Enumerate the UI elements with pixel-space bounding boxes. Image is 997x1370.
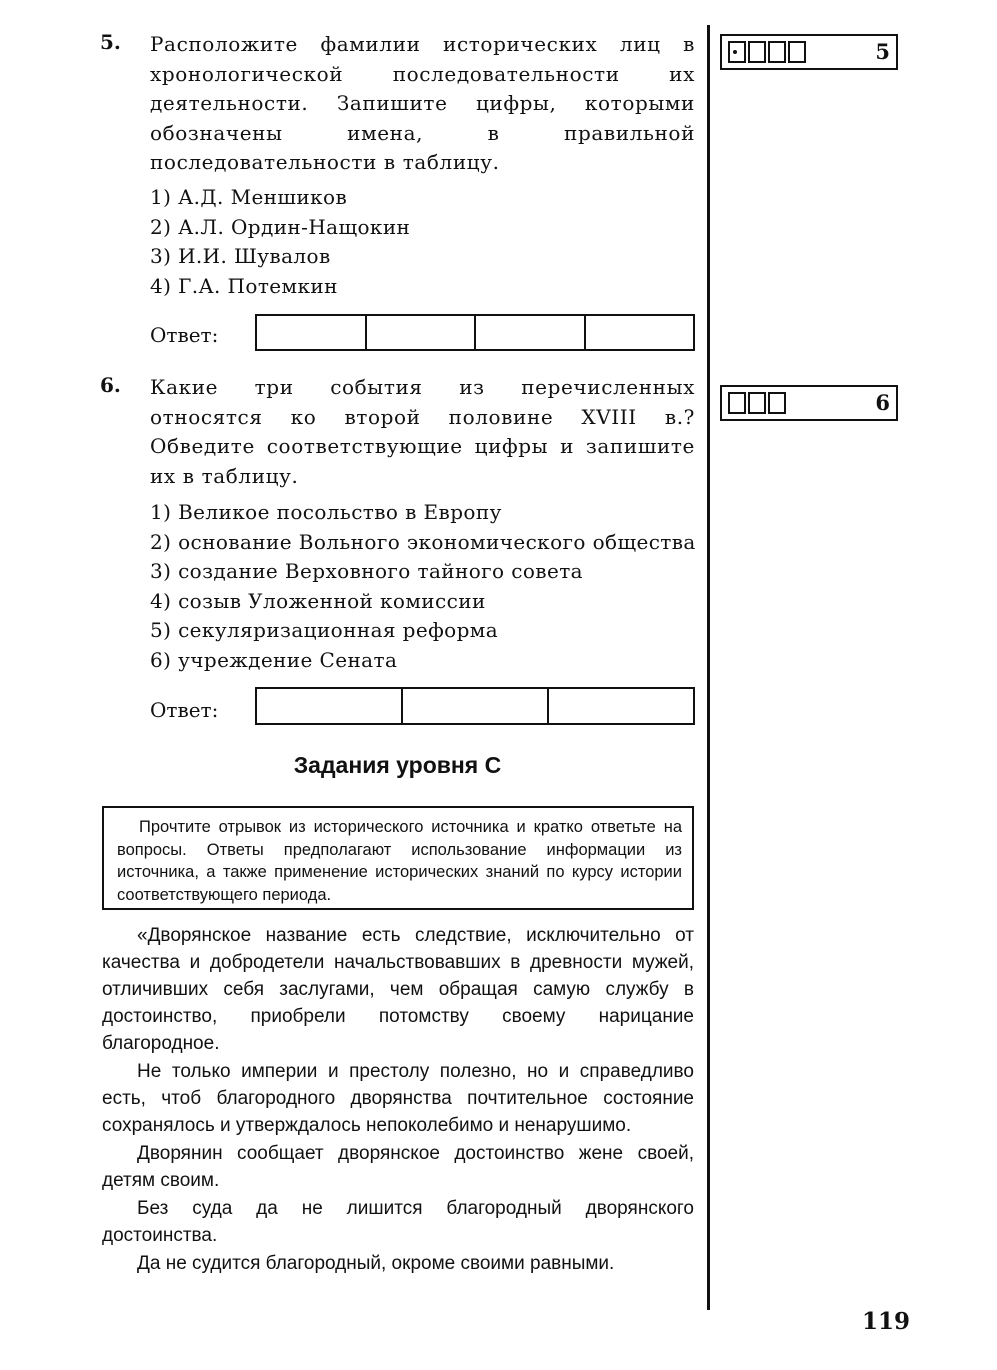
quote-paragraph: «Дворянское название есть следствие, исключительно от качества и добродетели начальствовавших в древности мужей, отличивших себя заслугами, чем обращая самую службу в достоинство, приобрели потомству своему нарицание благородное. xyxy=(102,925,694,1054)
option-item: 4) созыв Уложенной комиссии xyxy=(150,588,486,613)
answer-label: Ответ: xyxy=(150,323,219,347)
section-title: Задания уровня С xyxy=(293,752,502,778)
answer-cell[interactable] xyxy=(586,316,694,349)
score-number: 5 xyxy=(875,39,890,64)
instructions-box xyxy=(102,806,694,910)
score-square[interactable] xyxy=(748,392,766,414)
quote-paragraph: Без суда да не лишится благородный дворянского достоинства. xyxy=(102,1198,694,1246)
option-item: 2) основание Вольного экономического общества xyxy=(150,529,696,554)
quote-paragraph: Дворянин сообщает дворянское достоинство жене своей, детям своим. xyxy=(102,1143,694,1191)
score-square[interactable] xyxy=(728,41,746,63)
option-item: 3) создание Верховного тайного совета xyxy=(150,559,583,583)
source-quote xyxy=(102,922,694,1277)
quote-paragraph: Да не судится благородный, окроме своими равными. xyxy=(137,1253,615,1274)
quote-paragraph: Не только империи и престолу полезно, но и справедливо есть, чтоб благородного дворянства почтительное состояние сохранялось и утверждалось непоколебимо и ненарушимо. xyxy=(102,1061,694,1136)
dot-mark xyxy=(733,50,737,54)
answer-cell[interactable] xyxy=(367,316,477,349)
score-square[interactable] xyxy=(768,392,786,414)
answer-cell[interactable] xyxy=(257,316,367,349)
option-item: 1) Великое посольство в Европу xyxy=(150,500,502,524)
option-item: 5) секуляризационная реформа xyxy=(150,618,499,642)
instructions-text: Прочтите отрывок из исторического источника и кратко ответьте на вопросы. Ответы предполагают использование информации из источника, а также применение исторических знаний по курсу истории соответствующего периода. xyxy=(117,818,682,904)
page-number: 119 xyxy=(862,1308,911,1335)
answer-cell[interactable] xyxy=(476,316,586,349)
task-question: Какие три события из перечисленных относятся ко второй половине XVIII в.? Обведите соответствующие цифры и запишите их в таблицу. xyxy=(150,375,695,488)
task-question: Расположите фамилии исторических лиц в хронологической последовательности их деятельности. Запишите цифры, которыми обозначены имена, в правильной последовательности в таблицу. xyxy=(150,32,695,174)
option-list xyxy=(150,183,410,301)
option-list xyxy=(150,498,696,675)
option-item: 2) А.Л. Ордин-Нащокин xyxy=(150,214,411,239)
option-item: 3) И.И. Шувалов xyxy=(150,244,331,268)
score-square[interactable] xyxy=(728,392,746,414)
margin-divider xyxy=(707,25,710,1310)
option-item: 4) Г.А. Потемкин xyxy=(150,273,338,298)
answer-label: Ответ: xyxy=(150,698,219,722)
answer-input-grid[interactable] xyxy=(255,314,695,351)
answer-cell[interactable] xyxy=(549,689,693,723)
score-square[interactable] xyxy=(748,41,766,63)
task-number: 6. xyxy=(100,373,121,397)
score-square[interactable] xyxy=(768,41,786,63)
score-box-6 xyxy=(720,385,898,421)
answer-cell[interactable] xyxy=(403,689,549,723)
option-item: 1) А.Д. Меншиков xyxy=(150,185,348,209)
task-number: 5. xyxy=(100,30,121,54)
answer-cell[interactable] xyxy=(257,689,403,723)
score-number: 6 xyxy=(875,390,890,415)
score-square[interactable] xyxy=(788,41,806,63)
option-item: 6) учреждение Сената xyxy=(150,647,398,672)
score-box-5 xyxy=(720,34,898,70)
answer-input-grid[interactable] xyxy=(255,687,695,725)
